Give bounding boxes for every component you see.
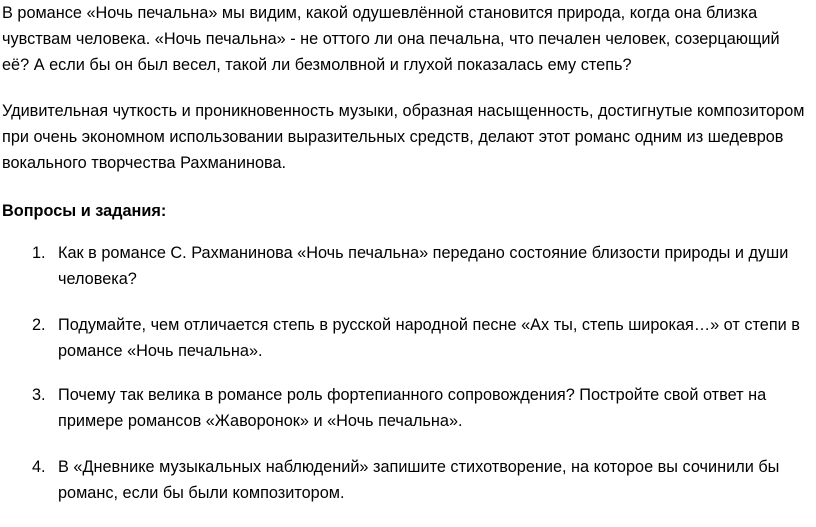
task-number: 4. [32,458,46,476]
paragraph-intro: В романсе «Ночь печальна» мы видим, какой одушевлённой становится природа, когда она близка чувствам человека. «Ночь печальна» - не оттого ли она печальна, что печален человек, созерцающий её? А если бы он был весел, такой ли безмолвной и глухой показалась ему степь? [2,4,780,74]
task-text: Подумайте, чем отличается степь в русской народной песне «Ах ты, степь широкая…» от степи в романсе «Ночь печальна». [58,316,800,360]
task-number: 3. [32,386,46,404]
section-heading: Вопросы и задания: [2,202,167,220]
task-text: В «Дневнике музыкальных наблюдений» запишите стихотворение, на которое вы сочинили бы романс, если бы были композитором. [58,458,780,502]
task-item [2,382,808,434]
task-number: 2. [32,316,46,334]
task-item [2,312,808,364]
task-text: Как в романсе С. Рахманинова «Ночь печальна» передано состояние близости природы и души человека? [58,244,789,288]
task-number: 1. [32,244,46,262]
task-text: Почему так велика в романсе роль фортепианного сопровождения? Постройте свой ответ на примере романсов «Жаворонок» и «Ночь печальна». [58,386,767,430]
task-item [2,454,808,506]
paragraph-analysis: Удивительная чуткость и проникновенность музыки, образная насыщенность, достигнутые композитором при очень экономном использовании выразительных средств, делают этот романс одним из шедевров вокального творчества Рахманинова. [2,102,805,172]
task-item [2,240,808,292]
